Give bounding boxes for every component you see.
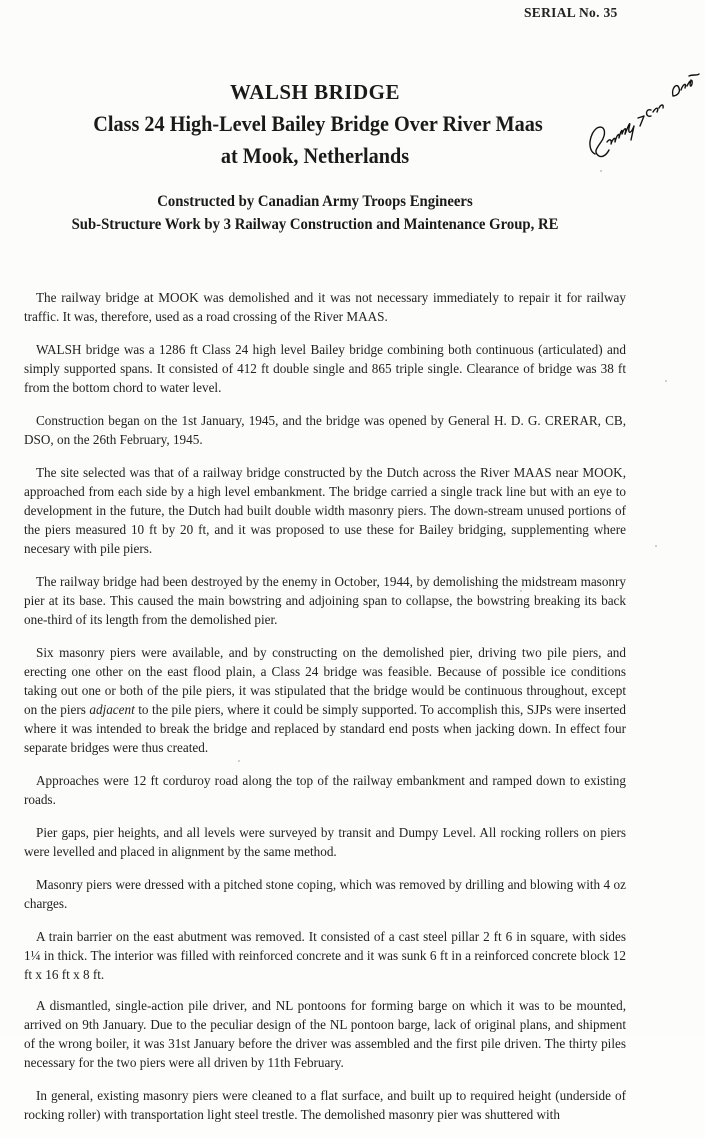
paragraph: A dismantled, single-action pile driver, and NL pontoons for forming barge on which it was to be mounted, arrived on 9th January. Due to the peculiar design of the NL pontoon barge, lack of original plans, and shipment of the wrong boiler, it was 31st January before the driver was assembled and the first pile driven. The thirty piles necessary for the two piers were all driven by 11th February. xyxy=(24,998,626,1070)
paragraph: Construction began on the 1st January, 1945, and the bridge was opened by General H. D. G. CRERAR, CB, DSO, on the 26th February, 1945. xyxy=(24,413,626,447)
paragraph: A train barrier on the east abutment was removed. It consisted of a cast steel pillar 2 ft 6 in square, with sides 1¼ in thick. The interior was filled with reinforced concrete and it was sunk 6 ft in a reinforced concrete block 12 ft x 16 ft x 8 ft. xyxy=(24,929,626,982)
paragraph-text: Six masonry piers were available, and by constructing on the demolished pier, driving two pile piers, and erecting one other on the east flood plain, a Class 24 bridge was feasible. Because of possible ice conditions taking out one or both of the pile piers, it was stipulated that the bridge would be continuous throughout, except on the piers xyxy=(24,645,626,717)
serial-number: SERIAL No. 35 xyxy=(524,5,618,20)
paragraph xyxy=(24,643,626,757)
paragraph: Pier gaps, pier heights, and all levels were surveyed by transit and Dumpy Level. All rocking rollers on piers were levelled and placed in alignment by the same method. xyxy=(24,825,626,859)
paragraph-text: to the pile piers, where it could be simply supported. To accomplish this, SJPs were inserted where it was intended to break the bridge and replaced by standard end posts when jacking down. In effect four separate bridges were thus created. xyxy=(24,702,626,755)
paragraph: The site selected was that of a railway bridge constructed by the Dutch across the River MAAS near MOOK, approached from each side by a high level embankment. The bridge carried a single track line but with an eye to development in the future, the Dutch had built double width masonry piers. The down-stream unused portions of the piers measured 10 ft by 20 ft, and it was proposed to use these for Bailey bridging, supplementing where necesary with pile piers. xyxy=(24,465,626,556)
paragraph: The railway bridge had been destroyed by the enemy in October, 1944, by demolishing the midstream masonry pier at its base. This caused the main bowstring and adjoining span to collapse, the bowstring breaking its back one-third of its length from the demolished pier. xyxy=(24,574,626,627)
paragraph: WALSH bridge was a 1286 ft Class 24 high level Bailey bridge combining both continuous (articulated) and simply supported spans. It consisted of 412 ft double single and 865 triple single. Clearance of bridge was 38 ft from the bottom chord to water level. xyxy=(24,342,626,395)
scan-speck xyxy=(520,590,522,592)
paragraph: The railway bridge at MOOK was demolished and it was not necessary immediately to repair it for railway traffic. It was, therefore, used as a road crossing of the River MAAS. xyxy=(24,290,626,324)
constructed-by-line: Constructed by Canadian Army Troops Engineers xyxy=(157,193,473,210)
document-subtitle-line1: Class 24 High-Level Bailey Bridge Over River Maas xyxy=(93,111,543,136)
document-title: WALSH BRIDGE xyxy=(230,80,400,104)
sub-structure-line: Sub-Structure Work by 3 Railway Construction and Maintenance Group, RE xyxy=(71,216,559,233)
document-body xyxy=(24,288,626,1138)
document-subtitle-line2: at Mook, Netherlands xyxy=(220,143,410,168)
paragraph: In general, existing masonry piers were cleaned to a flat surface, and built up to required height (underside of rocking roller) with transportation light steel trestle. The demolished masonry pier was shuttered with xyxy=(24,1088,626,1122)
scan-speck xyxy=(600,170,602,172)
handwritten-annotation xyxy=(585,72,703,162)
paragraph: Masonry piers were dressed with a pitched stone coping, which was removed by drilling and blowing with 4 oz charges. xyxy=(24,877,626,911)
paragraph: Approaches were 12 ft corduroy road along the top of the railway embankment and ramped down to existing roads. xyxy=(24,773,626,807)
italic-emphasis: adjacent xyxy=(89,702,135,717)
scan-speck xyxy=(238,760,240,762)
scan-speck xyxy=(655,545,657,547)
scan-speck xyxy=(665,380,667,382)
